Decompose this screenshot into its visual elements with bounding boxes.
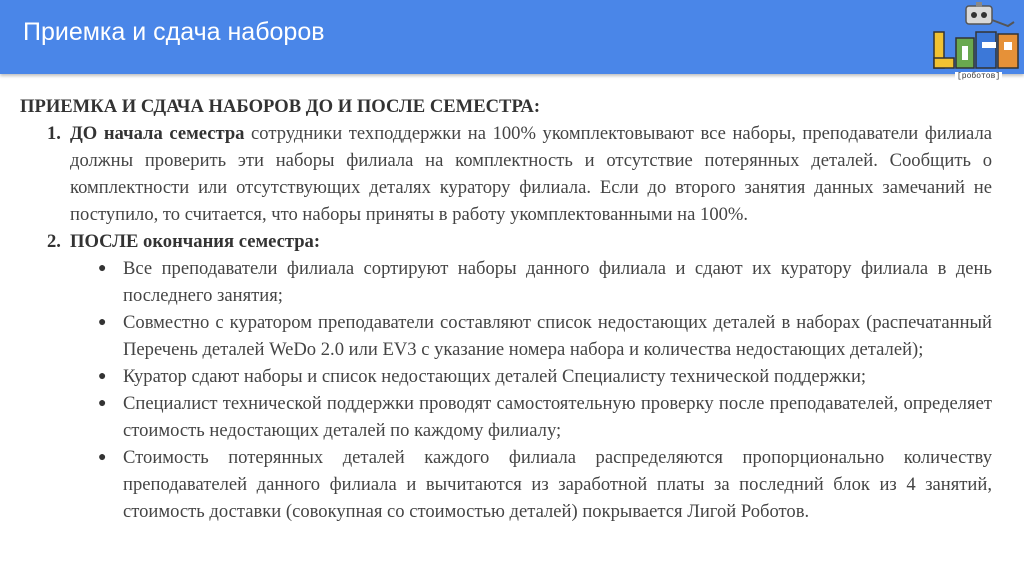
bullet-icon: ● [98, 396, 107, 411]
item-number: 2. [47, 231, 61, 252]
bullet-text: Стоимость потерянных деталей каждого филиала распределяются пропорционально количеству преподавателей данного филиала и вычитаются из заработной платы за последний блок из 4 занятий, стоимость доставки (совокупная со стоимостью деталей) покрывается Лигой Роботов. [123, 447, 992, 522]
bullet-item [20, 390, 992, 444]
item-text: сотрудники техподдержки на 100% укомплектовывают все наборы, преподаватели филиала должны проверить эти наборы филиала на комплектность и отсутствие потерянных деталей. Сообщить о комплектности или отсутствующих деталях куратору филиала. Если до второго занятия данных замечаний не поступило, то считается, что наборы приняты в работу укомплектованными на 100%. [70, 123, 992, 225]
bullet-text: Все преподаватели филиала сортируют наборы данного филиала и сдают их куратору филиала в день последнего занятия; [123, 258, 992, 306]
item-number: 1. [47, 123, 61, 144]
bullet-icon: ● [98, 261, 107, 276]
bullet-item [20, 444, 992, 525]
bullet-item [20, 309, 992, 363]
content-body [20, 93, 992, 525]
section-heading: ПРИЕМКА И СДАЧА НАБОРОВ ДО И ПОСЛЕ СЕМЕСТРА: [20, 96, 541, 117]
bullet-item [20, 255, 992, 309]
numbered-item-1 [20, 120, 992, 228]
page-title: Приемка и сдача наборов [23, 18, 325, 46]
bullet-icon: ● [98, 450, 107, 465]
logo-caption: [роботов] [957, 72, 1001, 81]
title-bar [0, 0, 1024, 74]
bullet-icon: ● [98, 369, 107, 384]
bullet-text: Куратор сдают наборы и список недостающих деталей Специалисту технической поддержки; [123, 366, 867, 387]
numbered-item-2 [20, 228, 992, 255]
bullet-item [20, 363, 992, 390]
bullet-text: Специалист технической поддержки проводят самостоятельную проверку после преподавателей, определяет стоимость недостающих деталей по каждому филиалу; [123, 393, 992, 441]
item-bold-lead: ДО начала семестра [70, 123, 245, 144]
bullet-text: Совместно с куратором преподаватели составляют список недостающих деталей в наборах (распечатанный Перечень деталей WeDo 2.0 или EV3 с указание номера набора и количества недостающих деталей); [123, 312, 992, 360]
item-bold-lead: ПОСЛЕ окончания семестра: [70, 231, 321, 252]
bullet-icon: ● [98, 315, 107, 330]
